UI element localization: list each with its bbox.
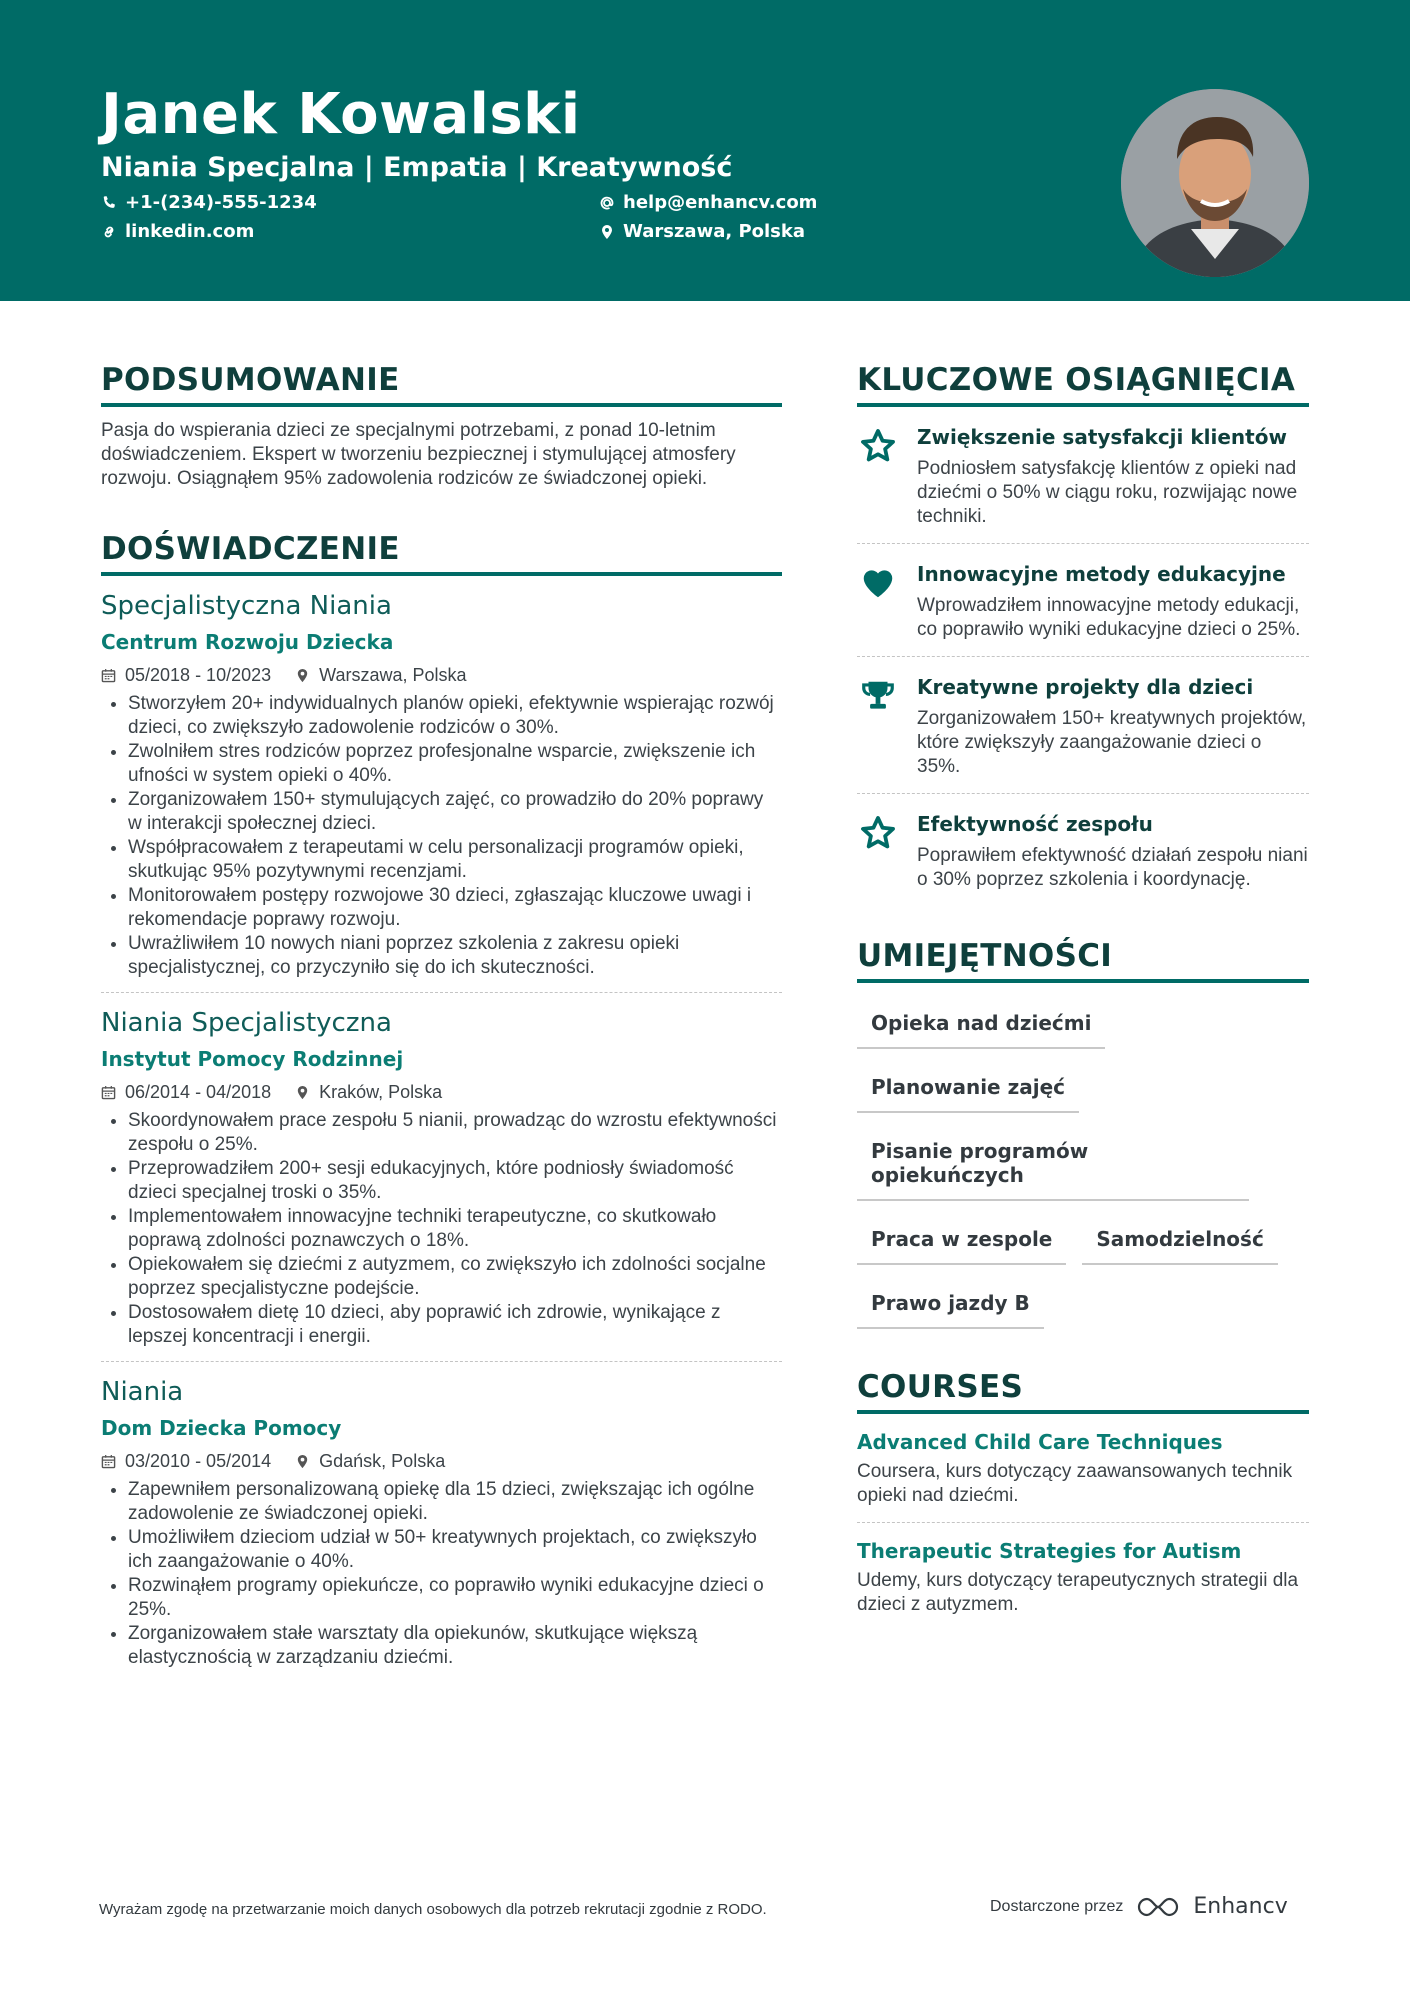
divider	[857, 656, 1309, 657]
job-entry	[101, 1008, 782, 1362]
job-role: Specjalistyczna Niania	[101, 591, 392, 621]
bullet: • Zorganizowałem stałe warsztaty dla opiekunów, skutkujące większą elastycznością w zarządzaniu dziećmi.	[128, 1622, 782, 1670]
skill-tag: Samodzielność	[1082, 1215, 1277, 1265]
phone-icon	[101, 195, 117, 211]
skill-tag: Opieka nad dziećmi	[857, 999, 1105, 1049]
course-item	[857, 1430, 1309, 1508]
profile-photo	[1121, 89, 1309, 277]
location-contact	[599, 221, 805, 242]
bullet: • Skoordynowałem prace zespołu 5 nianii, prowadząc do wzrostu efektywności zespołu o 25%.	[128, 1109, 782, 1157]
bullet: • Implementowałem innowacyjne techniki terapeutyczne, co skutkowało poprawą zdolności poznawczych o 18%.	[128, 1205, 782, 1253]
job-bullets	[101, 692, 782, 980]
bullet: • Stworzyłem 20+ indywidualnych planów opieki, efektywnie wspierając rozwój dzieci, co zwiększyło zadowolenie rodziców o 30%.	[128, 692, 782, 740]
job-location: Gdańsk, Polska	[319, 1451, 446, 1471]
achievement-title: Innowacyjne metody edukacyjne	[917, 562, 1286, 586]
skill-tag: Praca w zespole	[857, 1215, 1066, 1265]
phone-text: +1-(234)-555-1234	[125, 192, 317, 213]
location-text: Warszawa, Polska	[623, 221, 806, 242]
achievement-title: Kreatywne projekty dla dzieci	[917, 675, 1254, 699]
achievements-title: KLUCZOWE OSIĄGNIĘCIA	[857, 362, 1309, 407]
summary-text: Pasja do wspierania dzieci ze specjalnymi potrzebami, z ponad 10-letnim doświadczeniem. Ekspert w tworzeniu bezpiecznej i stymulującej atmosfery rozwoju. Osiągnąłem 95% zadowolenia rodziców ze świadczonej opieki.	[101, 420, 736, 489]
divider	[857, 543, 1309, 544]
bullet: • Rozwinąłem programy opiekuńcze, co poprawiło wyniki edukacyjne dzieci o 25%.	[128, 1574, 782, 1622]
job-role: Niania Specjalistyczna	[101, 1008, 392, 1038]
skills-list	[857, 999, 1309, 1343]
bullet: • Opiekowałem się dziećmi z autyzmem, co zwiększyło ich zdolności socjalne poprzez specjalistyczne podejście.	[128, 1253, 782, 1301]
job-company: Centrum Rozwoju Dziecka	[101, 630, 394, 654]
job-bullets	[101, 1109, 782, 1349]
bullet: • Umożliwiłem dzieciom udział w 50+ kreatywnych projektach, co zwiększyło ich zaangażowanie o 40%.	[128, 1526, 782, 1574]
job-location: Kraków, Polska	[319, 1082, 443, 1102]
calendar-icon	[101, 668, 116, 683]
achievement-desc: Podniosłem satysfakcję klientów z opieki nad dziećmi o 50% w ciągu roku, rozwijając nowe techniki.	[917, 458, 1298, 527]
achievement-item	[857, 812, 1309, 892]
bullet: • Monitorowałem postępy rozwojowe 30 dzieci, zgłaszając kluczowe uwagi i rekomendacje poprawy rozwoju.	[128, 884, 782, 932]
trophy-icon	[859, 677, 897, 715]
divider	[101, 992, 782, 993]
skills-title: UMIEJĘTNOŚCI	[857, 938, 1309, 983]
job-role: Niania	[101, 1377, 184, 1407]
powered-by-label: Dostarczone przez	[990, 1897, 1124, 1915]
headline: Niania Specjalna | Empatia | Kreatywność	[101, 152, 733, 183]
achievement-desc: Wprowadziłem innowacyjne metody edukacji, co poprawiło wyniki edukacyjne dzieci o 25%.	[917, 595, 1301, 640]
achievement-item	[857, 562, 1309, 642]
calendar-icon	[101, 1454, 116, 1469]
linkedin-text: linkedin.com	[125, 221, 255, 242]
bullet: • Współpracowałem z terapeutami w celu personalizacji programów opieki, skutkując 95% pozytywnymi recenzjami.	[128, 836, 782, 884]
email-text: help@enhancv.com	[623, 192, 818, 213]
job-meta	[101, 1451, 782, 1472]
job-company: Dom Dziecka Pomocy	[101, 1416, 342, 1440]
achievement-item	[857, 675, 1309, 779]
consent-note: Wyrażam zgodę na przetwarzanie moich danych osobowych dla potrzeb rekrutacji zgodnie z RODO.	[99, 1901, 767, 1918]
achievement-desc: Poprawiłem efektywność działań zespołu niani o 30% poprzez szkolenia i koordynację.	[917, 845, 1308, 890]
courses-title: COURSES	[857, 1369, 1309, 1414]
achievement-title: Zwiększenie satysfakcji klientów	[917, 425, 1287, 449]
candidate-name: Janek Kowalski	[101, 82, 581, 147]
left-column	[101, 362, 782, 1670]
powered-by[interactable]	[990, 1894, 1288, 1919]
bullet: • Dostosowałem dietę 10 dzieci, aby poprawić ich zdrowie, wynikające z lepszej koncentracji i energii.	[128, 1301, 782, 1349]
phone-contact[interactable]	[101, 192, 317, 213]
job-entry	[101, 591, 782, 993]
bullet: • Zapewniłem personalizowaną opiekę dla 15 dzieci, zwiększając ich ogólne zadowolenie ze świadczonej opieki.	[128, 1478, 782, 1526]
linkedin-contact[interactable]	[101, 221, 254, 242]
course-desc: Coursera, kurs dotyczący zaawansowanych technik opieki nad dziećmi.	[857, 1461, 1293, 1506]
link-icon	[101, 224, 117, 240]
achievement-title: Efektywność zespołu	[917, 812, 1153, 836]
divider	[101, 1361, 782, 1362]
calendar-icon	[101, 1085, 116, 1100]
job-company: Instytut Pomocy Rodzinnej	[101, 1047, 404, 1071]
star-icon	[859, 427, 897, 465]
star-icon	[859, 814, 897, 852]
location-pin-icon	[599, 224, 615, 240]
brand-name: Enhancv	[1193, 1894, 1288, 1919]
bullet: • Uwrażliwiłem 10 nowych niani poprzez szkolenia z zakresu opieki specjalistycznej, co przyczyniło się do ich skuteczności.	[128, 932, 782, 980]
skill-tag: Planowanie zajęć	[857, 1063, 1079, 1113]
avatar-illustration	[1121, 89, 1309, 277]
course-desc: Udemy, kurs dotyczący terapeutycznych strategii dla dzieci z autyzmem.	[857, 1570, 1299, 1615]
bullet: • Przeprowadziłem 200+ sesji edukacyjnych, które podniosły świadomość dzieci specjalnej troski o 35%.	[128, 1157, 782, 1205]
at-icon	[599, 195, 615, 211]
job-meta	[101, 1082, 782, 1103]
bullet: • Zorganizowałem 150+ stymulujących zajęć, co prowadziło do 20% poprawy w interakcji społecznej dzieci.	[128, 788, 782, 836]
heart-icon	[859, 564, 897, 602]
location-pin-icon	[295, 668, 310, 683]
job-entry	[101, 1377, 782, 1670]
header-banner	[0, 0, 1410, 301]
achievement-desc: Zorganizowałem 150+ kreatywnych projektów, które zwiększyły zaangażowanie dzieci o 35%.	[917, 708, 1307, 777]
summary-title: PODSUMOWANIE	[101, 362, 782, 407]
divider	[857, 793, 1309, 794]
course-title: Therapeutic Strategies for Autism	[857, 1539, 1242, 1563]
job-bullets	[101, 1478, 782, 1670]
achievement-item	[857, 425, 1309, 529]
experience-title: DOŚWIADCZENIE	[101, 531, 782, 576]
job-dates: 05/2018 - 10/2023	[125, 665, 272, 685]
skill-tag: Pisanie programów opiekuńczych	[857, 1127, 1249, 1201]
job-dates: 06/2014 - 04/2018	[125, 1082, 272, 1102]
email-contact[interactable]	[599, 192, 817, 213]
bullet: • Zwolniłem stres rodziców poprzez profesjonalne wsparcie, zwiększenie ich ufności w system opieki o 40%.	[128, 740, 782, 788]
skill-tag: Prawo jazdy B	[857, 1279, 1044, 1329]
divider	[857, 1522, 1309, 1523]
location-pin-icon	[295, 1085, 310, 1100]
enhancv-logo-icon	[1135, 1895, 1181, 1919]
location-pin-icon	[295, 1454, 310, 1469]
course-item	[857, 1539, 1309, 1617]
right-column	[857, 362, 1309, 1617]
course-title: Advanced Child Care Techniques	[857, 1430, 1223, 1454]
job-dates: 03/2010 - 05/2014	[125, 1451, 272, 1471]
job-location: Warszawa, Polska	[319, 665, 467, 685]
job-meta	[101, 665, 782, 686]
